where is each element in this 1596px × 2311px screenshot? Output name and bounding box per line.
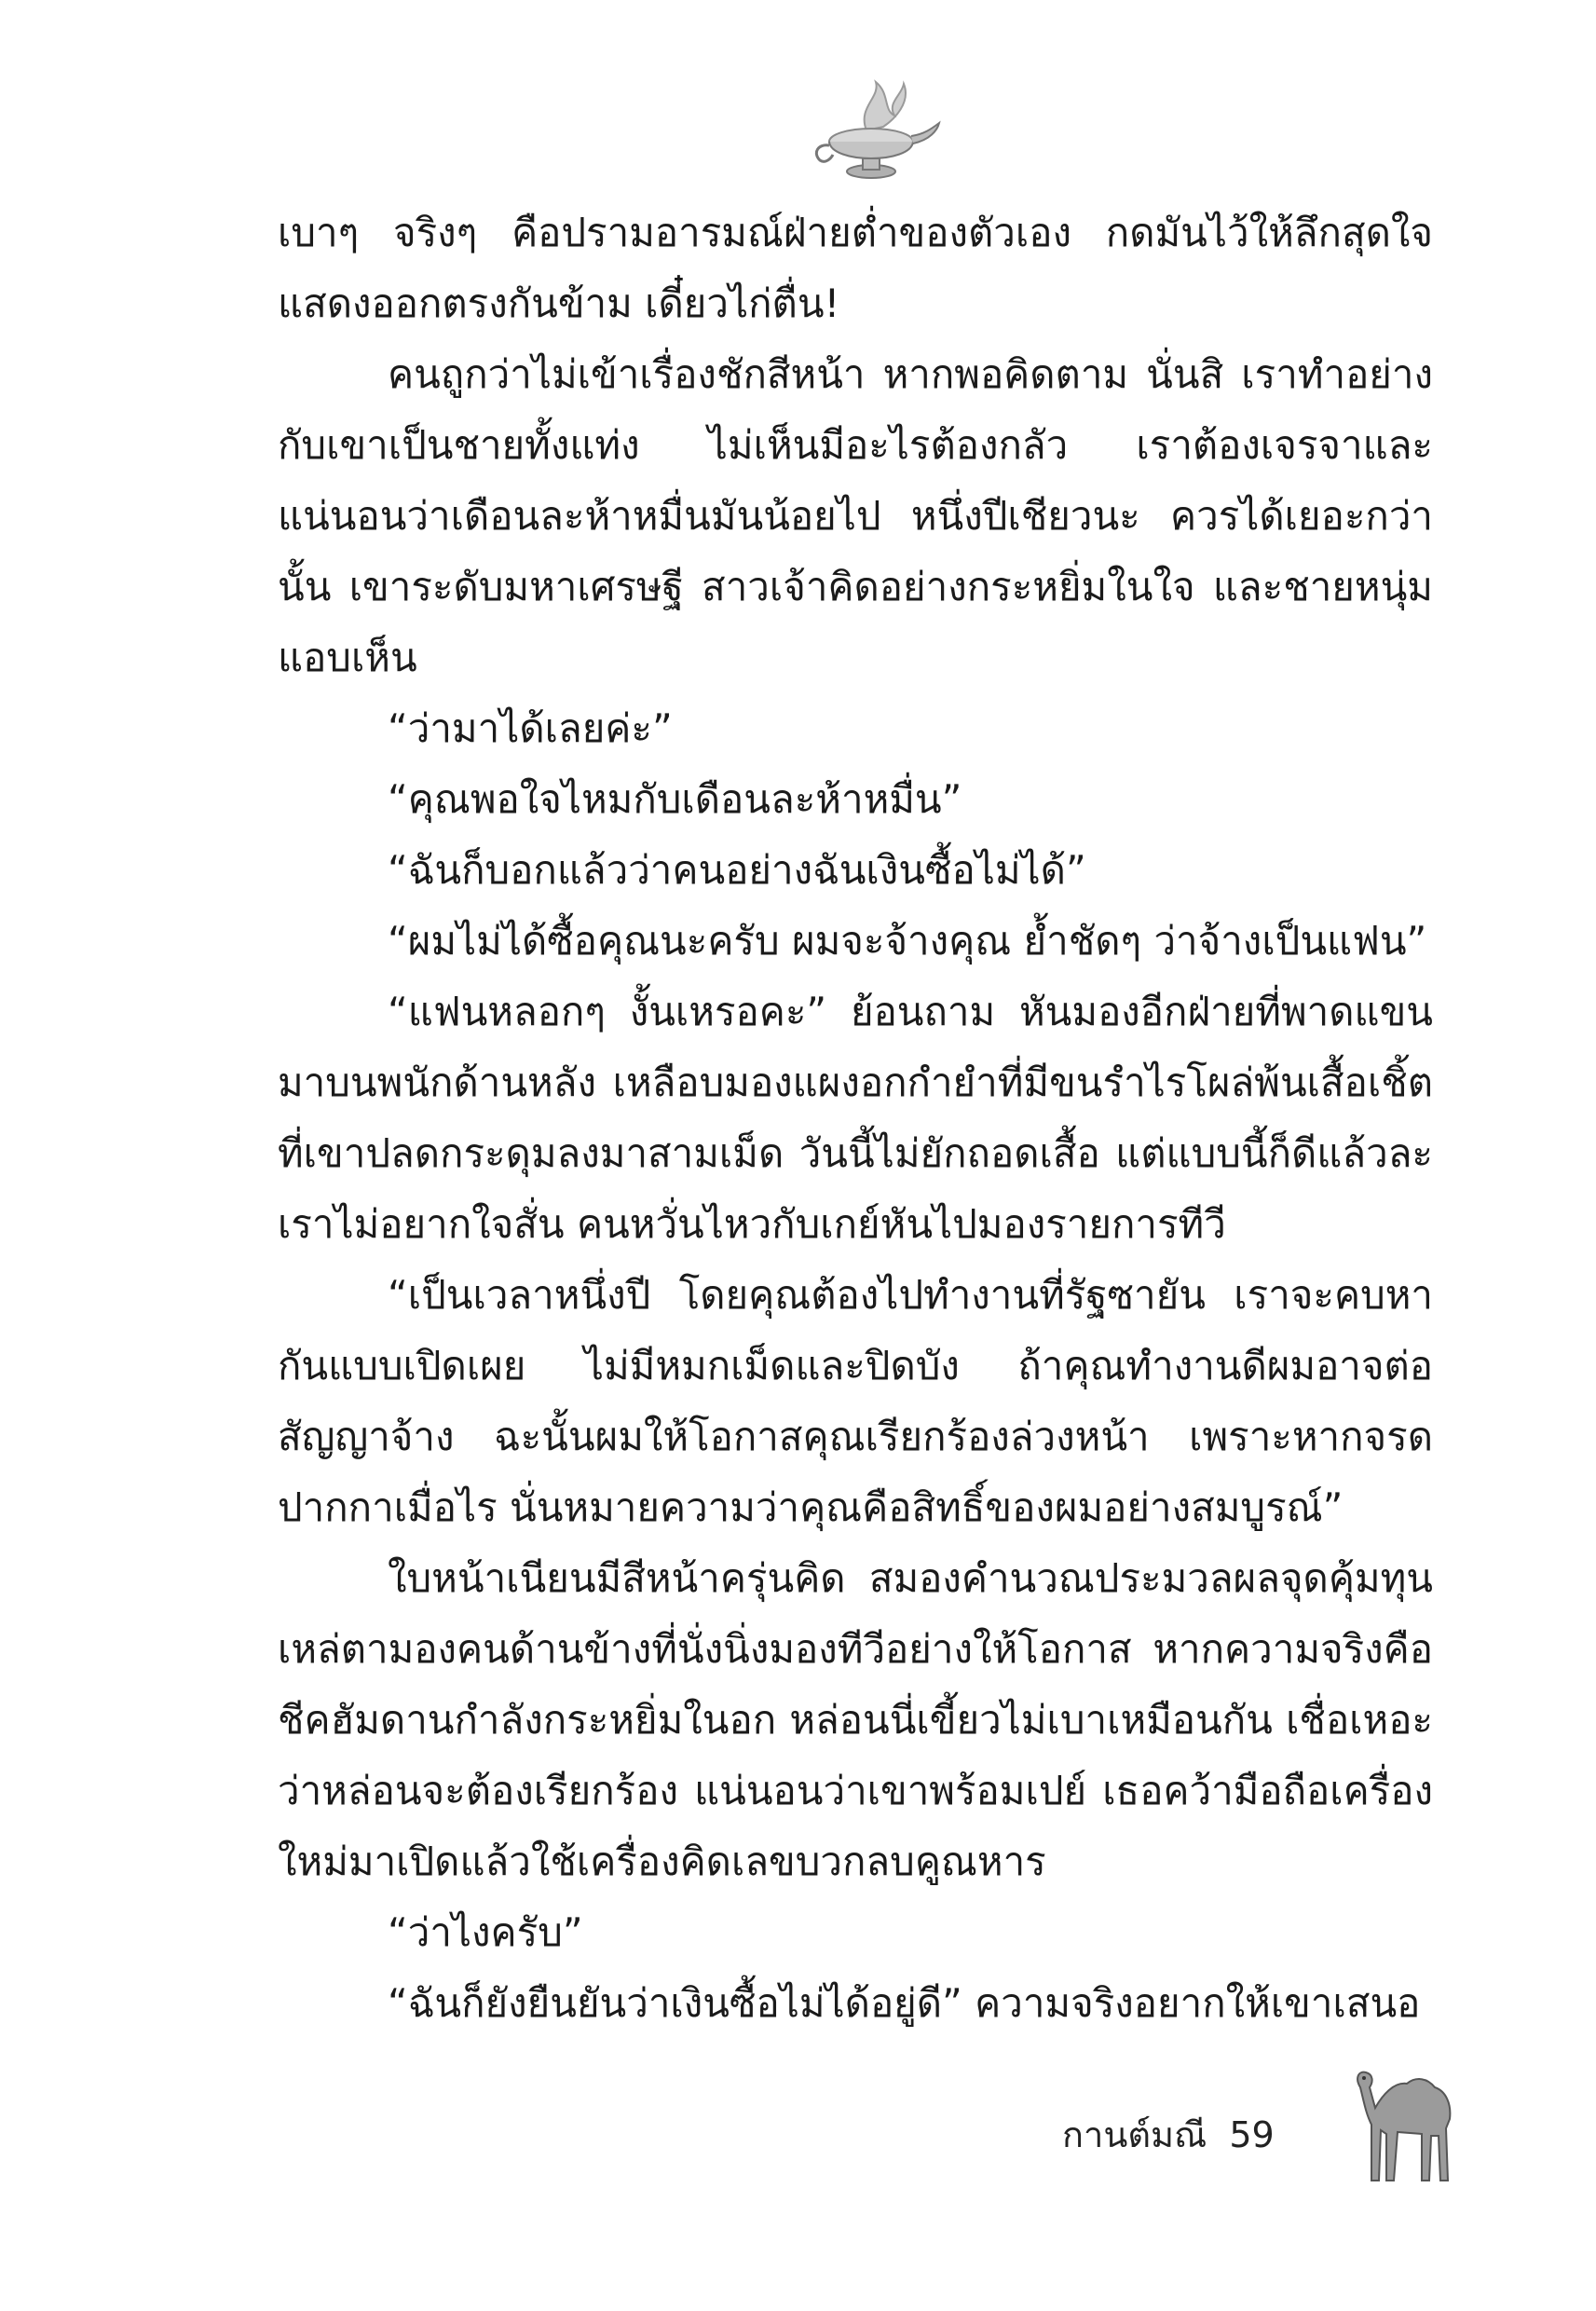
page-footer — [1062, 2106, 1275, 2163]
story-text — [278, 198, 1433, 2039]
page-number: 59 — [1229, 2113, 1275, 2155]
book-title: กานต์มณี — [1062, 2114, 1207, 2155]
magic-lamp-icon — [801, 75, 941, 186]
camel-icon — [1342, 2050, 1472, 2190]
paragraph-11: “ฉันก็ยังยืนยันว่าเงินซื้อไม่ได้อยู่ดี” ความจริงอยากให้เขาเสนอ — [388, 1980, 1421, 2026]
dialogue-line: “ฉันก็บอกแล้วว่าคนอย่างฉันเงินซื้อไม่ได้” — [388, 847, 1086, 893]
paragraph-1: เบาๆ จริงๆ คือปรามอารมณ์ฝ่ายต่ำของตัวเอง กดมันไว้ให้ลึกสุดใจ แสดงออกตรงกันข้าม เดี๋ยวไก่ตื่น! — [278, 210, 1433, 326]
paragraph-7: “แฟนหลอกๆ งั้นเหรอคะ” ย้อนถาม หันมองอีกฝ่ายที่พาดแขนมาบนพนักด้านหลัง เหลือบมองแผงอกกำยำที่มีขนรำไรโผล่พ้นเสื้อเชิ้ตที่เขาปลดกระดุมลงมาสามเม็ด วันนี้ไม่ยักถอดเสื้อ แต่แบบนี้ก็ดีแล้วละ เราไม่อยากใจสั่น คนหวั่นไหวกับเกย์หันไปมองรายการทีวี — [278, 989, 1433, 1247]
dialogue-line: “คุณพอใจไหมกับเดือนละห้าหมื่น” — [388, 776, 962, 822]
dialogue-line: “ว่าไงครับ” — [388, 1909, 583, 1955]
paragraph-9: ใบหน้าเนียนมีสีหน้าครุ่นคิด สมองคำนวณประมวลผลจุดคุ้มทุนเหล่ตามองคนด้านข้างที่นั่งนิ่งมองทีวีอย่างให้โอกาส หากความจริงคือชีคฮัมดานกำลังกระหยิ่มในอก หล่อนนี่เขี้ยวไม่เบาเหมือนกัน เชื่อเหอะว่าหล่อนจะต้องเรียกร้อง แน่นอนว่าเขาพร้อมเปย์ เธอคว้ามือถือเครื่องใหม่มาเปิดแล้วใช้เครื่องคิดเลขบวกลบคูณหาร — [278, 1555, 1433, 1884]
dialogue-line: “ผมไม่ได้ซื้อคุณนะครับ ผมจะจ้างคุณ ย้ำชัดๆ ว่าจ้างเป็นแฟน” — [388, 918, 1427, 964]
paragraph-2: คนถูกว่าไม่เข้าเรื่องชักสีหน้า หากพอคิดตาม นั่นสิ เราทำอย่างกับเขาเป็นชายทั้งแท่ง ไม่เห็นมีอะไรต้องกลัว เราต้องเจรจาและแน่นอนว่าเดือนละห้าหมื่นมันน้อยไป หนึ่งปีเชียวนะ ควรได้เยอะกว่านั้น เขาระดับมหาเศรษฐี สาวเจ้าคิดอย่างกระหยิ่มในใจ และชายหนุ่มแอบเห็น — [278, 351, 1433, 680]
paragraph-8: “เป็นเวลาหนึ่งปี โดยคุณต้องไปทำงานที่รัฐซายัน เราจะคบหากันแบบเปิดเผย ไม่มีหมกเม็ดและปิดบัง ถ้าคุณทำงานดีผมอาจต่อสัญญาจ้าง ฉะนั้นผมให้โอกาสคุณเรียกร้องล่วงหน้า เพราะหากจรดปากกาเมื่อไร นั่นหมายความว่าคุณคือสิทธิ์ของผมอย่างสมบูรณ์” — [278, 1272, 1433, 1530]
dialogue-line: “ว่ามาได้เลยค่ะ” — [388, 705, 673, 751]
